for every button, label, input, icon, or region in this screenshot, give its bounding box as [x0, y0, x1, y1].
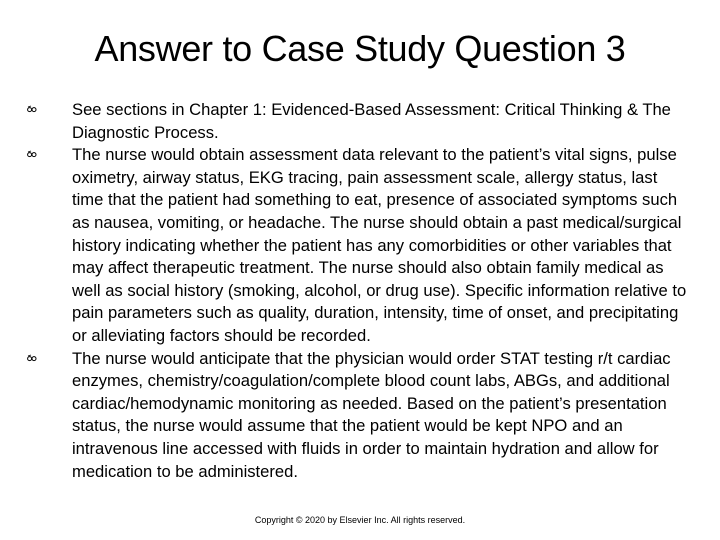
wingdings-bullet-icon	[27, 354, 37, 362]
bullet-text: The nurse would anticipate that the physician would order STAT testing r/t cardiac enzymes, chemistry/coagulation/complete blood count labs, ABGs, and additional cardiac/hemodynamic monitoring as needed. Based on the patient’s presentation status, the nurse would assume that the patient would be kept NPO and an intravenous line accessed with fluids in order to maintain hydration and allow for medication to be administered.	[72, 348, 671, 481]
bullet-item	[27, 99, 687, 144]
copyright-footer: Copyright © 2020 by Elsevier Inc. All rights reserved.	[254, 515, 466, 525]
bullet-list	[27, 99, 687, 483]
wingdings-bullet-icon	[27, 150, 37, 158]
bullet-text: See sections in Chapter 1: Evidenced-Based Assessment: Critical Thinking & The Diagnostic Process.	[72, 100, 671, 142]
bullet-text: The nurse would obtain assessment data relevant to the patient’s vital signs, pulse oximetry, airway status, EKG tracing, pain assessment scale, allergy status, last time that the patient had something to eat, presence of associated symptoms such as nausea, vomiting, or headache. The nurse should obtain a past medical/surgical history indicating whether the patient has any comorbidities or other variables that may affect therapeutic treatment. The nurse should also obtain family medical as well as social history (smoking, alcohol, or drug use). Specific information relative to pain parameters such as quality, duration, intensity, time of onset, and precipitating or alleviating factors should be recorded.	[72, 145, 687, 345]
wingdings-bullet-icon	[27, 105, 37, 113]
bullet-item	[27, 348, 687, 484]
bullet-item	[27, 144, 687, 347]
slide-title: Answer to Case Study Question 3	[94, 28, 626, 69]
